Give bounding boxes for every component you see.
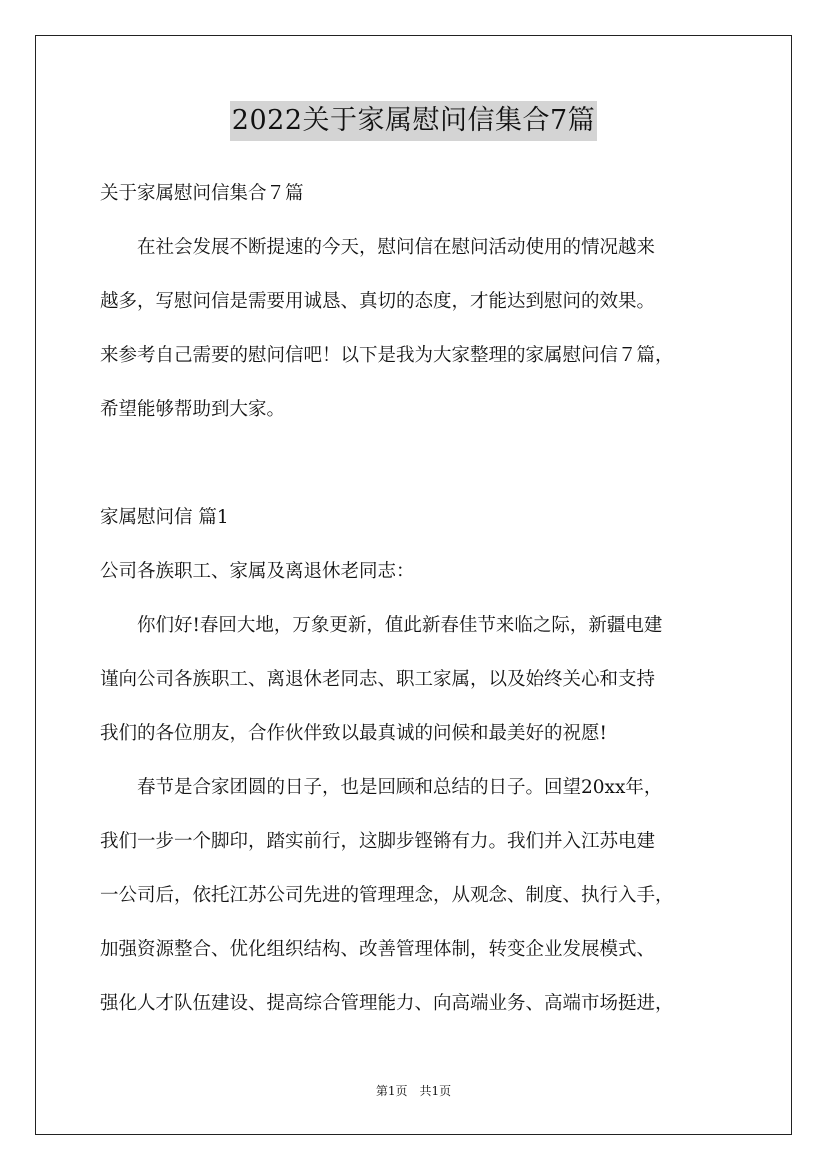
paragraph-line: 你们好!春回大地，万象更新，值此新春佳节来临之际，新疆电建 xyxy=(100,615,663,636)
document-subtitle: 关于家属慰问信集合７篇 xyxy=(100,183,304,204)
document-title: 2022关于家属慰问信集合7篇 xyxy=(230,101,597,141)
paragraph-line: 我们一步一个脚印，踏实前行，这脚步铿锵有力。我们并入江苏电建 xyxy=(100,831,656,852)
paragraph-line: 越多，写慰问信是需要用诚恳、真切的态度，才能达到慰问的效果。 xyxy=(100,291,656,312)
paragraph-line: 春节是合家团圆的日子，也是回顾和总结的日子。回望20xx年， xyxy=(100,777,663,798)
paragraph-line: 强化人才队伍建设、提高综合管理能力、向高端业务、高端市场挺进， xyxy=(100,993,674,1014)
paragraph-line: 希望能够帮助到大家。 xyxy=(100,399,286,420)
paragraph-line: 加强资源整合、优化组织结构、改善管理体制，转变企业发展模式、 xyxy=(100,939,656,960)
paragraph-line: 我们的各位朋友，合作伙伴致以最真诚的问候和最美好的祝愿! xyxy=(100,723,607,744)
section-heading: 家属慰问信 篇1 xyxy=(100,507,229,528)
paragraph-line: 来参考自己需要的慰问信吧！以下是我为大家整理的家属慰问信７篇， xyxy=(100,345,674,366)
title-container xyxy=(0,101,827,141)
paragraph-line: 谨向公司各族职工、离退休老同志、职工家属，以及始终关心和支持 xyxy=(100,669,656,690)
page-number: 第1页 共1页 xyxy=(375,1084,452,1098)
paragraph-line: 一公司后，依托江苏公司先进的管理理念，从观念、制度、执行入手， xyxy=(100,885,674,906)
salutation: 公司各族职工、家属及离退休老同志： xyxy=(100,561,415,582)
paragraph-line: 在社会发展不断提速的今天，慰问信在慰问活动使用的情况越来 xyxy=(100,237,656,258)
